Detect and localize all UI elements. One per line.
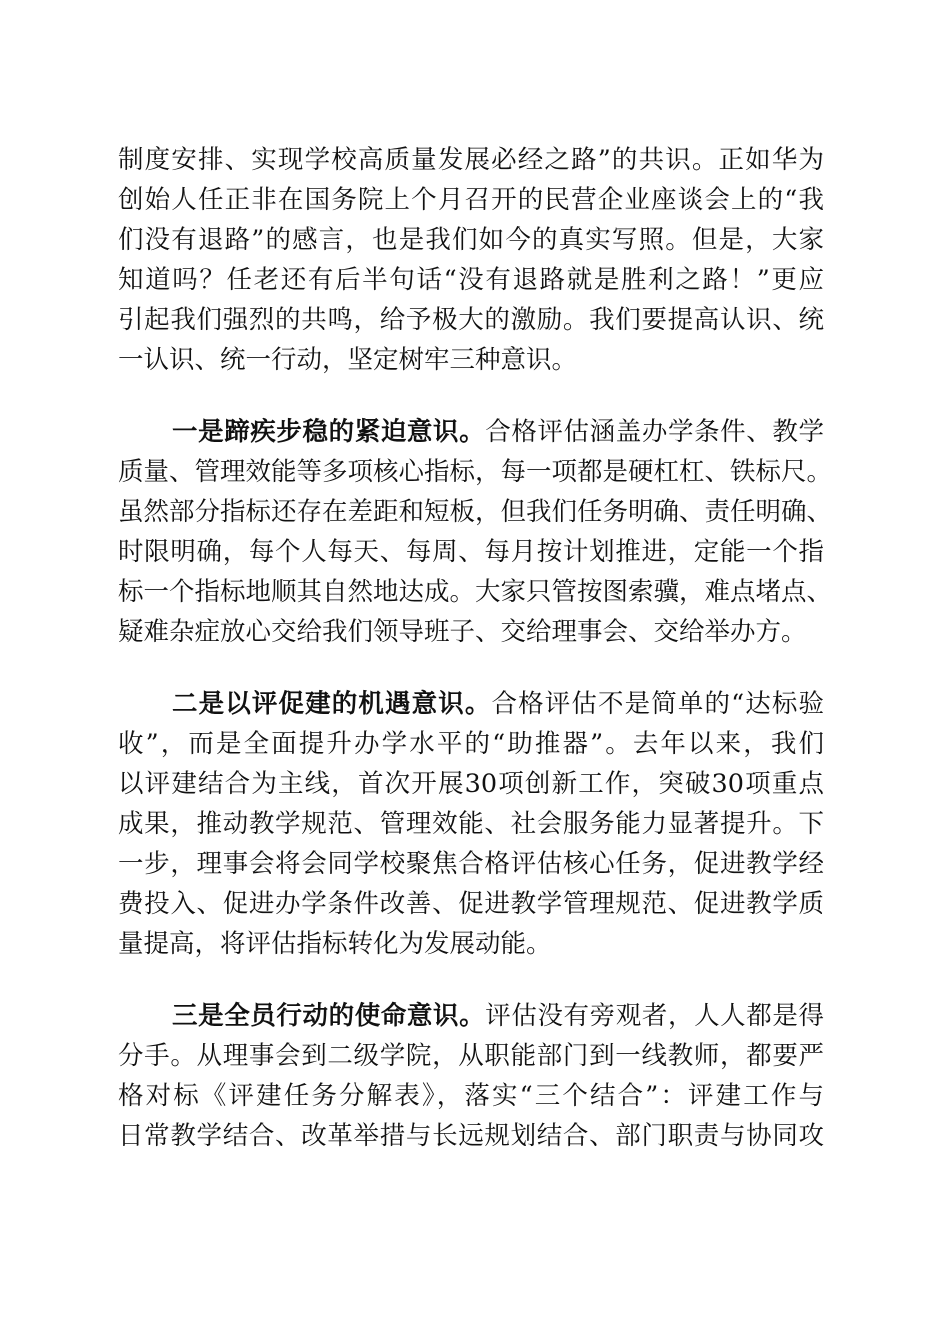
document-body (118, 140, 833, 1188)
line-text: 标一个指标地顺其自然地达成。大家只管按图索骥，难点堵点、 (118, 577, 833, 607)
text-line (118, 260, 824, 300)
paragraph (118, 996, 824, 1156)
line-text: 们没有退路”的感言，也是我们如今的真实写照。但是，大家 (118, 225, 824, 255)
paragraph-lead-heading: 三是全员行动的使命意识。 (172, 1001, 486, 1031)
text-line (118, 1036, 824, 1076)
line-text: 时限明确，每个人每天、每周、每月按计划推进，定能一个指 (118, 537, 824, 567)
paragraph (118, 412, 833, 652)
line-text: 日常教学结合、改革举措与长远规划结合、部门职责与协同攻 (118, 1121, 824, 1151)
line-text: 创始人任正非在国务院上个月召开的民营企业座谈会上的“我 (118, 185, 824, 215)
text-line (118, 492, 833, 532)
line-text: 成果，推动教学规范、管理效能、社会服务能力显著提升。下 (118, 809, 824, 839)
text-line (118, 572, 833, 612)
line-text: 分手。从理事会到二级学院，从职能部门到一线教师，都要严 (118, 1041, 824, 1071)
line-text: 以评建结合为主线，首次开展30项创新工作，突破30项重点 (118, 769, 824, 799)
paragraph-lead-heading: 二是以评促建的机遇意识。 (172, 689, 492, 719)
paragraph-lead-heading: 一是蹄疾步稳的紧迫意识。 (172, 417, 486, 447)
text-line (118, 612, 824, 652)
text-line (118, 996, 824, 1036)
text-line (118, 804, 824, 844)
text-line (118, 412, 824, 452)
line-text: 质量、管理效能等多项核心指标，每一项都是硬杠杠、铁标尺。 (118, 457, 833, 487)
line-text: 收”，而是全面提升办学水平的“助推器”。去年以来，我们 (118, 729, 824, 759)
text-line (118, 1116, 824, 1156)
line-text: 知道吗？任老还有后半句话“没有退路就是胜利之路！”更应 (118, 265, 824, 295)
paragraph (118, 140, 824, 380)
text-line (118, 300, 824, 340)
text-line (118, 884, 824, 924)
text-line (118, 220, 824, 260)
text-line (118, 924, 824, 964)
text-line (118, 140, 824, 180)
line-text: 制度安排、实现学校高质量发展必经之路”的共识。正如华为 (118, 145, 824, 175)
text-line (118, 724, 824, 764)
line-text: 合格评估涵盖办学条件、教学 (485, 417, 824, 447)
line-text: 评估没有旁观者，人人都是得 (485, 1001, 824, 1031)
line-text: 一步，理事会将会同学校聚焦合格评估核心任务，促进教学经 (118, 849, 824, 879)
text-line (118, 684, 824, 724)
text-line (118, 340, 824, 380)
line-text: 一认识、统一行动，坚定树牢三种意识。 (118, 345, 578, 375)
text-line (118, 1076, 824, 1116)
line-text: 引起我们强烈的共鸣，给予极大的激励。我们要提高认识、统 (118, 305, 824, 335)
line-text: 费投入、促进办学条件改善、促进教学管理规范、促进教学质 (118, 889, 824, 919)
line-text: 疑难杂症放心交给我们领导班子、交给理事会、交给举办方。 (118, 617, 807, 647)
paragraph (118, 684, 824, 964)
text-line (118, 764, 824, 804)
text-line (118, 180, 824, 220)
text-line (118, 532, 824, 572)
line-text: 虽然部分指标还存在差距和短板，但我们任务明确、责任明确、 (118, 497, 833, 527)
line-text: 格对标《评建任务分解表》，落实“三个结合”：评建工作与 (118, 1081, 824, 1111)
line-text: 量提高，将评估指标转化为发展动能。 (118, 929, 552, 959)
line-text: 合格评估不是简单的“达标验 (491, 689, 824, 719)
text-line (118, 844, 824, 884)
text-line (118, 452, 833, 492)
